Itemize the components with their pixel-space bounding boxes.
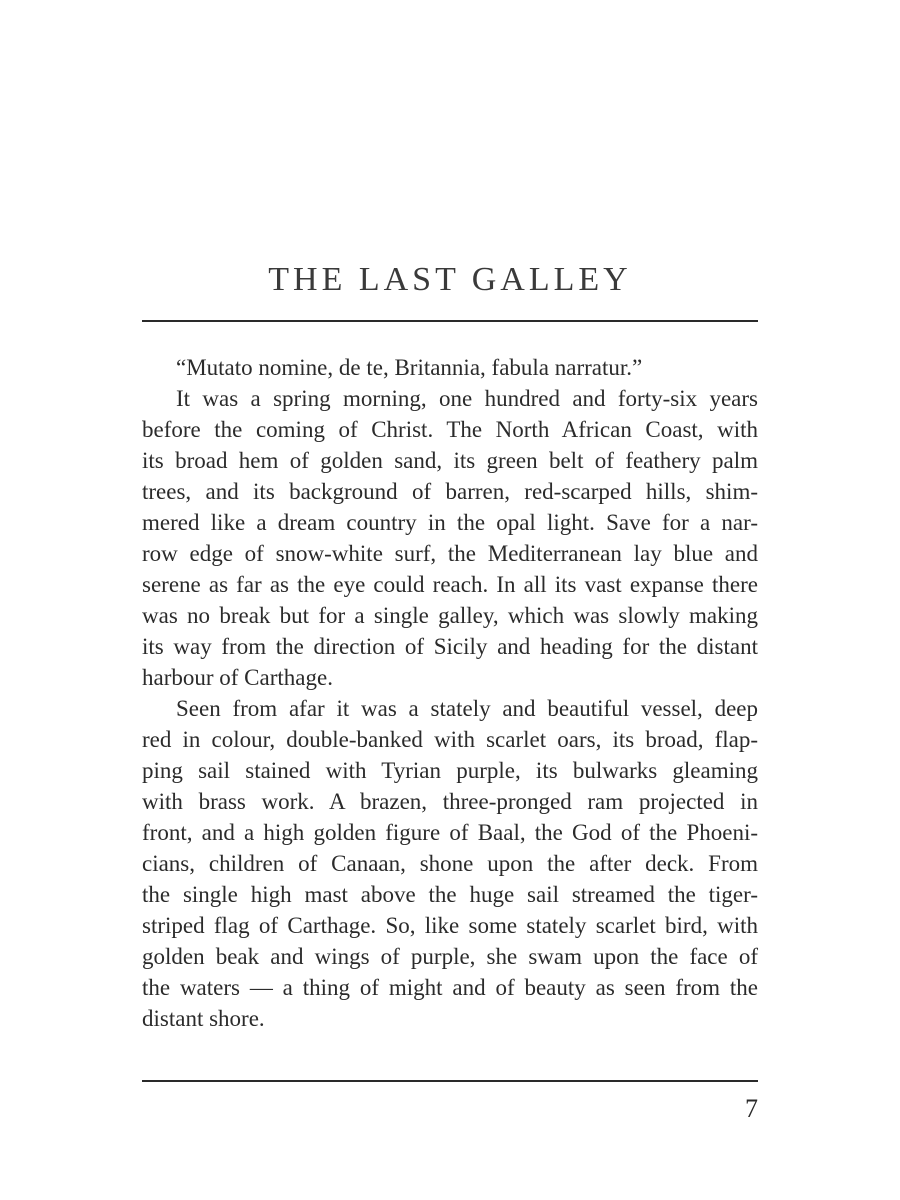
top-divider [142, 320, 758, 322]
paragraph-epigraph [142, 352, 758, 383]
paragraph-line: before the coming of Christ. The North African Coast, with [142, 417, 758, 442]
paragraph-line: front, and a high golden figure of Baal, the God of the Phoeni- [142, 820, 758, 845]
paragraph-line: striped flag of Carthage. So, like some stately scarlet bird, with [142, 913, 758, 938]
bottom-divider [142, 1080, 758, 1082]
paragraph-line: harbour of Carthage. [142, 665, 333, 690]
paragraph-line: distant shore. [142, 1006, 265, 1031]
paragraph-line: trees, and its background of barren, red-scarped hills, shim- [142, 479, 758, 504]
paragraph-line: It was a spring morning, one hundred and forty-six years [176, 386, 758, 411]
paragraph-line: with brass work. A brazen, three-pronged ram projected in [142, 789, 758, 814]
paragraph-line: “Mutato nomine, de te, Britannia, fabula narratur.” [176, 355, 643, 380]
paragraph-vessel [142, 693, 758, 1034]
paragraph-line: serene as far as the eye could reach. In all its vast expanse there [142, 572, 758, 597]
paragraph-line: mered like a dream country in the opal light. Save for a nar- [142, 510, 758, 535]
body-text [142, 352, 758, 1034]
paragraph-line: its broad hem of golden sand, its green belt of feathery palm [142, 448, 758, 473]
paragraph-line: ping sail stained with Tyrian purple, its bulwarks gleaming [142, 758, 758, 783]
page-number: 7 [745, 1094, 758, 1123]
paragraph-line: cians, children of Canaan, shone upon the after deck. From [142, 851, 758, 876]
paragraph-line: golden beak and wings of purple, she swam upon the face of [142, 944, 758, 969]
paragraph-line: row edge of snow-white surf, the Mediterranean lay blue and [142, 541, 758, 566]
chapter-title: THE LAST GALLEY [268, 261, 632, 298]
paragraph-line: red in colour, double-banked with scarlet oars, its broad, flap- [142, 727, 758, 752]
paragraph-opening [142, 383, 758, 693]
paragraph-line: was no break but for a single galley, which was slowly making [142, 603, 758, 628]
paragraph-line: the waters — a thing of might and of beauty as seen from the [142, 975, 758, 1000]
paragraph-line: Seen from afar it was a stately and beautiful vessel, deep [176, 696, 758, 721]
paragraph-line: its way from the direction of Sicily and heading for the distant [142, 634, 758, 659]
paragraph-line: the single high mast above the huge sail streamed the tiger- [142, 882, 758, 907]
